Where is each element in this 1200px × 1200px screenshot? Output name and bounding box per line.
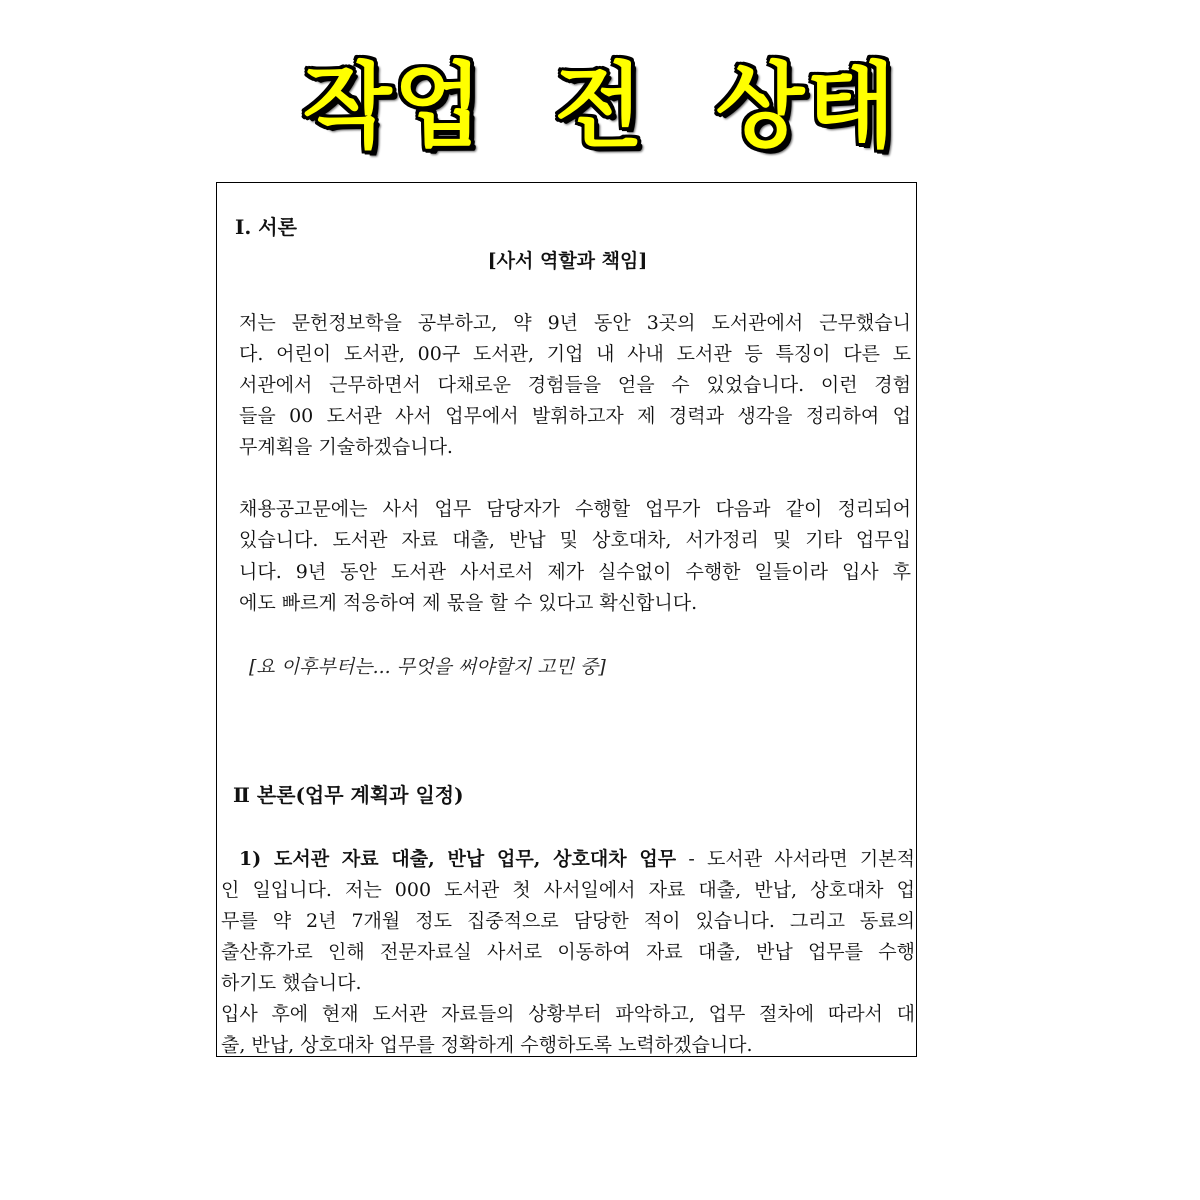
paragraph-line: 무를 약 2년 7개월 정도 집중적으로 담당한 적이 있습니다. 그리고 동료의: [221, 910, 915, 932]
item1-first-rest: - 도서관 사서라면 기본적: [676, 848, 915, 870]
paragraph-line: 출, 반납, 상호대차 업무를 정확하게 수행하도록 노력하겠습니다.: [221, 1034, 753, 1056]
paragraph-line: 출산휴가로 인해 전문자료실 사서로 이동하여 자료 대출, 반납 업무를 수행: [221, 941, 915, 963]
section2-heading: Ⅱ 본론(업무 계획과 일정): [233, 783, 464, 807]
paragraph-line: 니다. 9년 동안 도서관 사서로서 제가 실수없이 수행한 일들이라 입사 후: [239, 561, 911, 583]
paragraph-line: 서관에서 근무하면서 다채로운 경험들을 얻을 수 있었습니다. 이런 경험: [239, 374, 911, 396]
document-frame: [216, 182, 917, 1057]
paragraph-line: 들을 00 도서관 사서 업무에서 발휘하고자 제 경력과 생각을 정리하여 업: [239, 405, 911, 427]
section1-heading: Ⅰ. 서론: [235, 215, 297, 239]
paragraph-line: 에도 빠르게 적응하여 제 몫을 할 수 있다고 확신합니다.: [239, 592, 698, 614]
banner-title: 작업 전 상태: [302, 53, 898, 160]
paragraph-line: 인 일입니다. 저는 000 도서관 첫 사서일에서 자료 대출, 반납, 상호대차 업: [221, 879, 915, 901]
paragraph-line: 저는 문헌정보학을 공부하고, 약 9년 동안 3곳의 도서관에서 근무했습니: [239, 312, 911, 334]
paragraph-line: 무계획을 기술하겠습니다.: [239, 436, 453, 458]
item1-title: 1) 도서관 자료 대출, 반납 업무, 상호대차 업무: [239, 848, 677, 870]
paragraph-line: 있습니다. 도서관 자료 대출, 반납 및 상호대차, 서가정리 및 기타 업무입: [239, 529, 911, 551]
paragraph-line: 채용공고문에는 사서 업무 담당자가 수행할 업무가 다음과 같이 정리되어: [239, 498, 911, 520]
paragraph-line: 입사 후에 현재 도서관 자료들의 상황부터 파악하고, 업무 절차에 따라서 대: [221, 1003, 915, 1025]
item1-first-line: [239, 847, 915, 871]
paragraph-line: 다. 어린이 도서관, 00구 도서관, 기업 내 사내 도서관 등 특징이 다른 도: [239, 343, 911, 365]
paragraph-line: 하기도 했습니다.: [221, 972, 362, 994]
draft-note: [요 이후부터는... 무엇을 써야할지 고민 중]: [249, 656, 606, 678]
section1-subtitle: [사서 역할과 책임]: [487, 250, 648, 272]
